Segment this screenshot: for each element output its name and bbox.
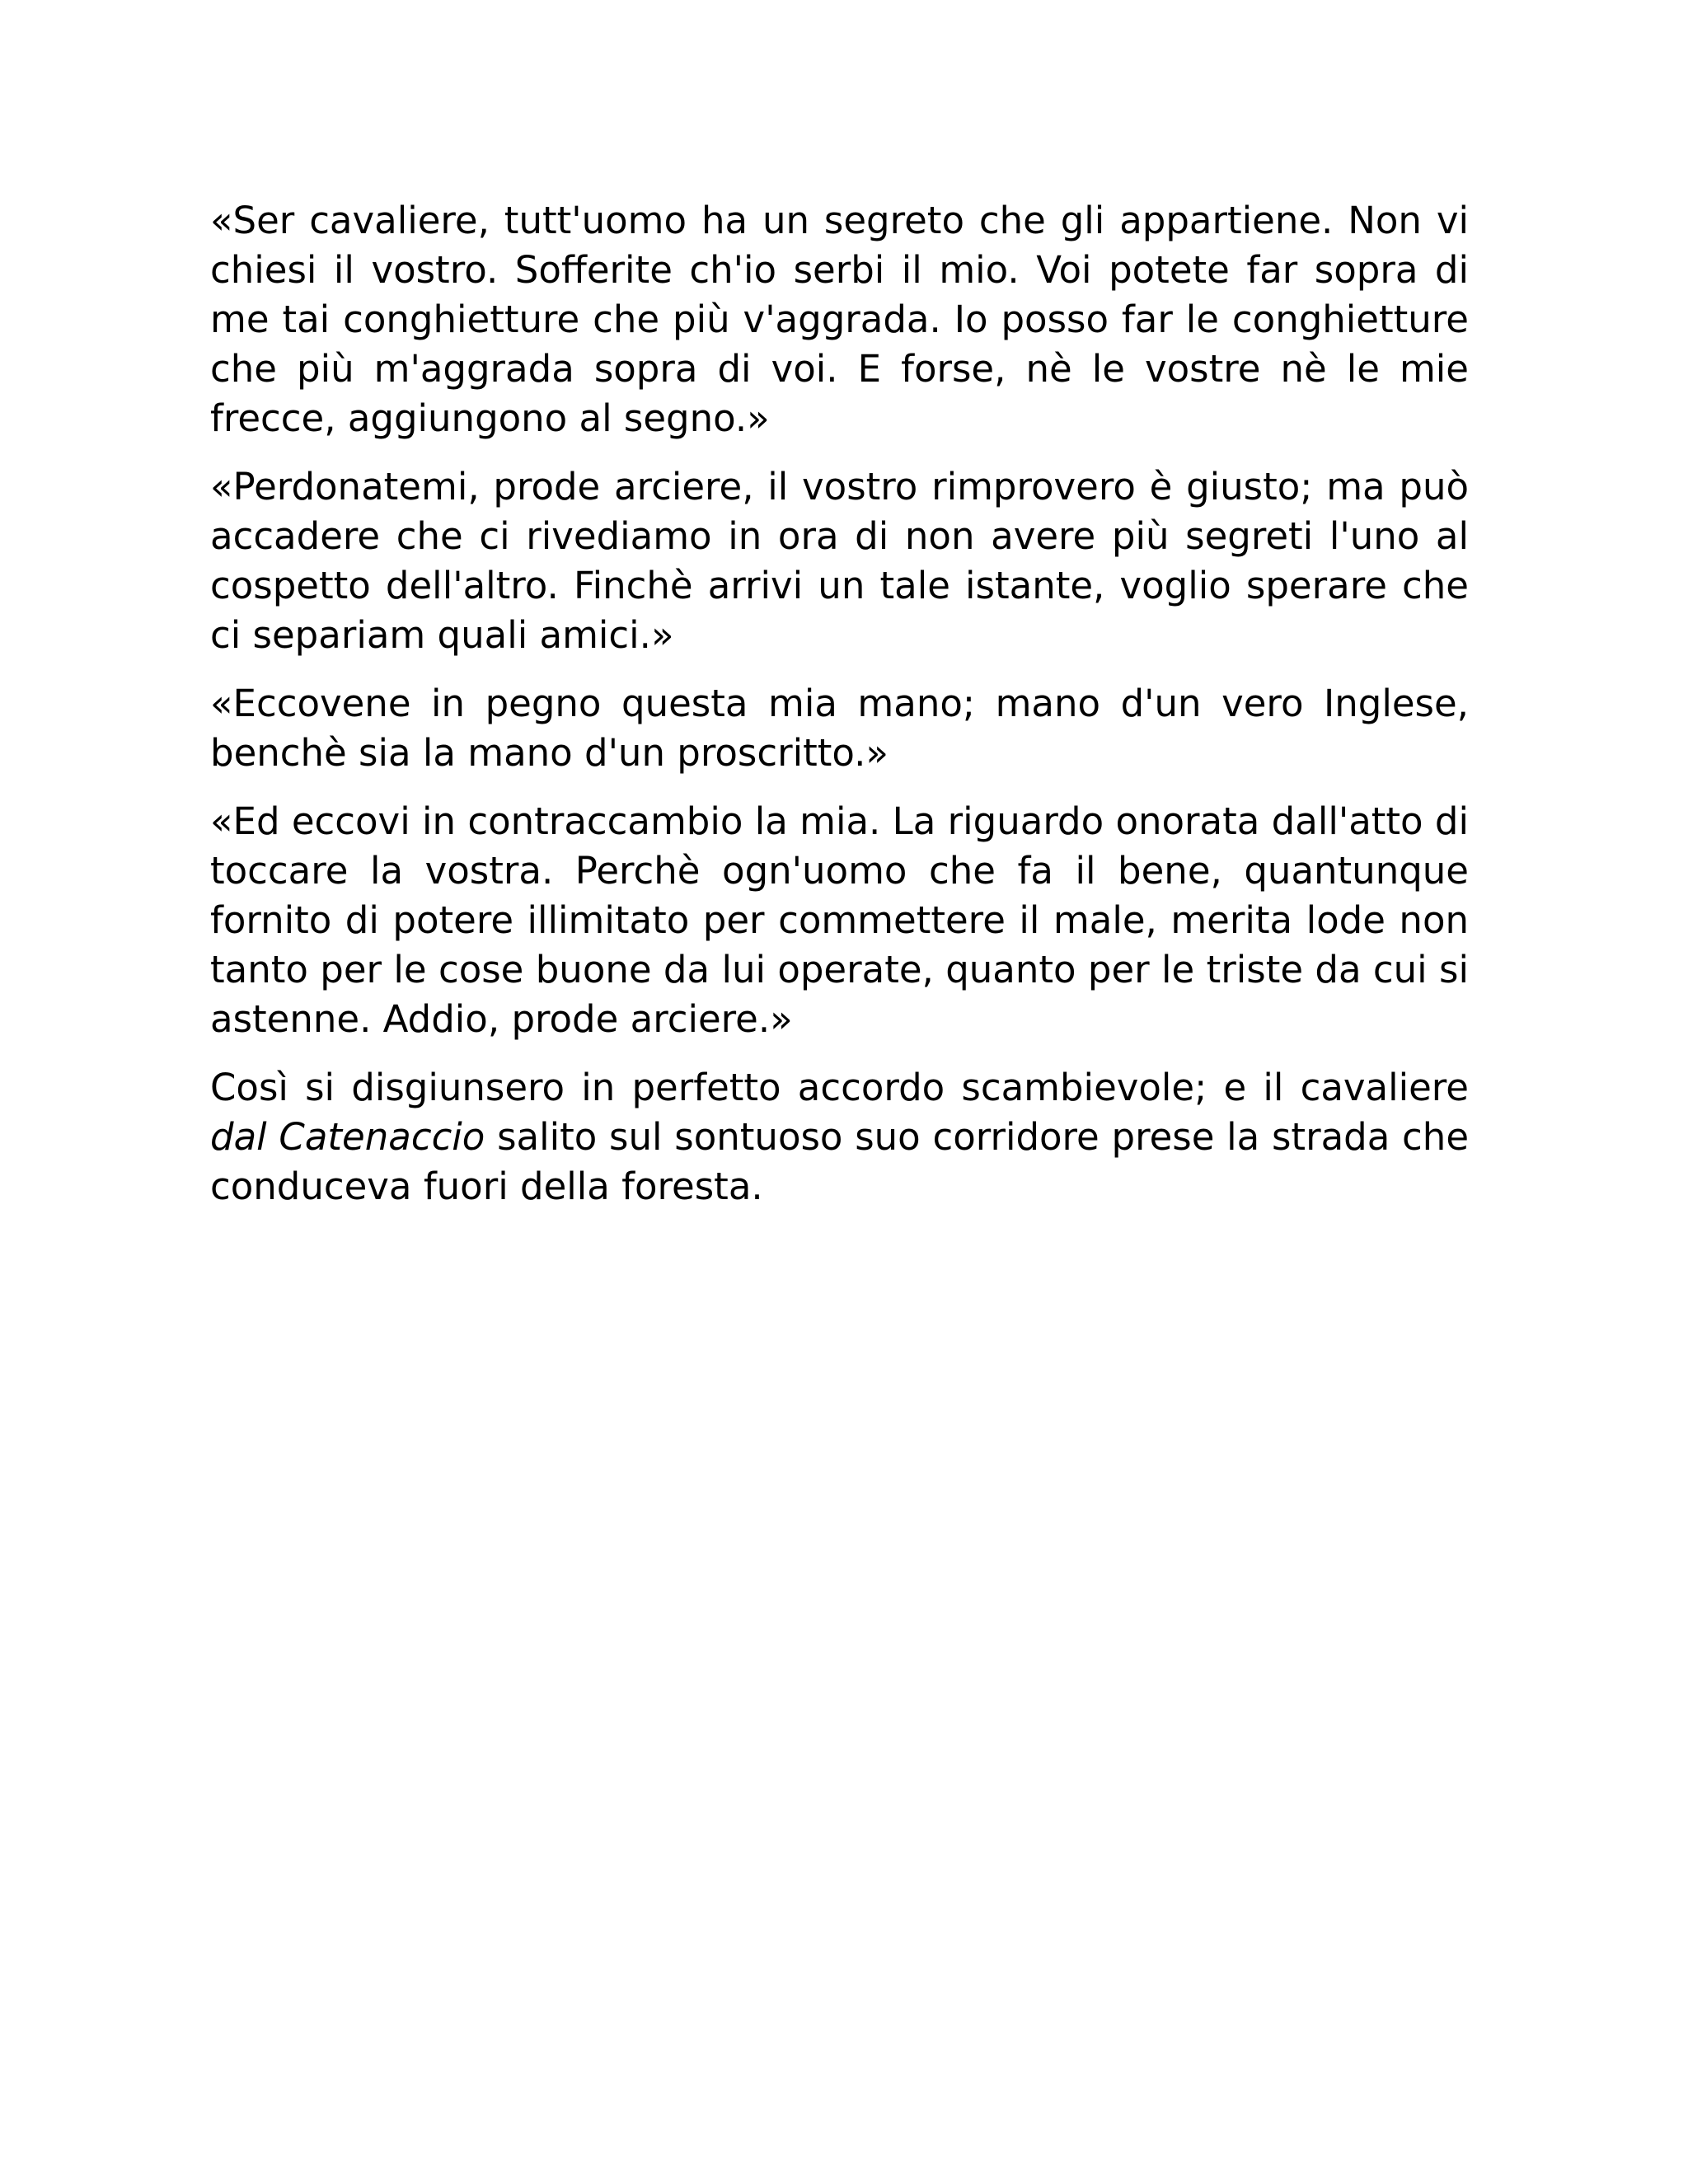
paragraph-3: «Eccovene in pegno questa mia mano; mano d'un vero Inglese, benchè sia la mano d'un proscritto.» bbox=[210, 682, 1469, 775]
paragraph-5-text-after: salito sul sontuoso suo corridore prese la strada che conduceva fuori della foresta. bbox=[210, 1115, 1469, 1208]
paragraph-5-italic-name: dal Catenaccio bbox=[210, 1115, 485, 1159]
document-page bbox=[210, 196, 1469, 1230]
paragraph-1: «Ser cavaliere, tutt'uomo ha un segreto che gli appartiene. Non vi chiesi il vostro. Sofferite ch'io serbi il mio. Voi potete far sopra di me tai conghietture che più v'aggrada. Io posso far le conghietture che più m'aggrada sopra di voi. E forse, nè le vostre nè le mie frecce, aggiungono al segno.» bbox=[210, 199, 1469, 440]
paragraph-2: «Perdonatemi, prode arciere, il vostro rimprovero è giusto; ma può accadere che ci rivediamo in ora di non avere più segreti l'uno al cospetto dell'altro. Finchè arrivi un tale istante, voglio sperare che ci separiam quali amici.» bbox=[210, 465, 1469, 657]
paragraph-5 bbox=[210, 1063, 1469, 1212]
paragraph-4: «Ed eccovi in contraccambio la mia. La riguardo onorata dall'atto di toccare la vostra. Perchè ogn'uomo che fa il bene, quantunque fornito di potere illimitato per commettere il male, merita lode non tanto per le cose buone da lui operate, quanto per le triste da cui si astenne. Addio, prode arciere.» bbox=[210, 799, 1469, 1041]
paragraph-5-text-before: Così si disgiunsero in perfetto accordo scambievole; e il cavaliere bbox=[210, 1066, 1469, 1109]
